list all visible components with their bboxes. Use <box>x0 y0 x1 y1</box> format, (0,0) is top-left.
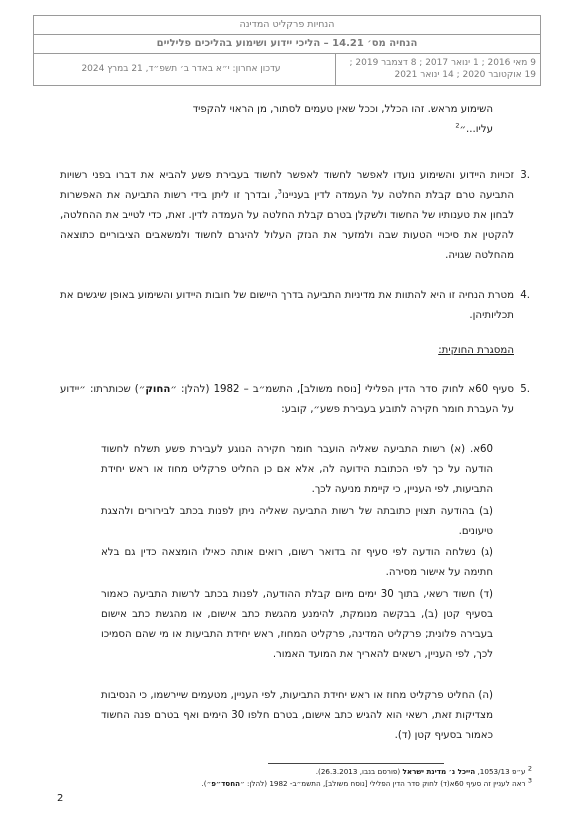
quote-tail <box>101 100 493 140</box>
statute-subsection-c: (ג) נשלחה הודעה לפי סעיף זה בדואר רשום, רואים אותה כאילו הומצאה כדין גם בלא חתימה על אישור מסירה. <box>101 547 493 578</box>
header-dates <box>340 57 536 81</box>
paragraph-3 <box>60 166 514 266</box>
header-divider <box>335 54 336 85</box>
paragraph-5-text-a: סעיף 60א לחוק סדר הדין הפלילי [נוסח משולב], התשמ״ב – 1982 (להלן: ״ <box>170 384 514 395</box>
paragraph-3-text-b: , ובדרך זו ליתן בידי רשות התביעה את האפשרות לבחון את טענותיו של החשוד ולשקלן בטרם קבלת החלטה על העמדה לדין. זאת, כדי לטייב את ההחלטה, להקטין את סיכויי הטעות שבה ולמזער את הנזק העלול להיגרם לחשוד ולמשאבים הציבוריים כתוצאה מהחלטה שגויה. <box>60 190 514 261</box>
document-header <box>33 15 541 86</box>
paragraph-5-defined-term: החוק <box>145 384 171 395</box>
statute-subsection-a: 60א. (א) רשות התביעה שאליה הועבר חומר חקירה הנוגע לעבירת פשע תשלח לחשוד הודעה על כך לפי הכתובת הידועה לה, אלא אם כן החליט פרקליט מחוז או ראש יחידת התביעות, לפי העניין, כי קיימת מניעה לכך. <box>101 444 493 495</box>
paragraph-3-number: .3 <box>520 170 530 181</box>
footnote-ref-3[interactable]: 3 <box>277 187 282 196</box>
quote-tail-line1: השימוע מראש. זהו הכלל, וככל שאין טעמים לסתור, מן הראוי להקפיד <box>192 104 493 115</box>
header-meta-row <box>34 54 540 85</box>
header-org: הנחיות פרקליט המדינה <box>34 16 540 35</box>
paragraph-4-number: .4 <box>520 290 530 301</box>
header-directive-title: הנחיה מס׳ 14.21 – הליכי יידוע ושימוע בהליכים פליליים <box>34 35 540 54</box>
paragraph-5-number: .5 <box>520 384 530 395</box>
footnote-2-text-a: ע״פ 1053/13, <box>475 767 528 776</box>
footnote-3-text-b: ״). <box>201 779 212 788</box>
footnote-3-text-a: ראה לעניין זה סעיף 60א(ד) לחוק סדר הדין הפלילי [נוסח משולב], התשמ״ב- 1982 (להלן: ״ <box>240 779 528 788</box>
statute-subsection-e: (ה) החליט פרקליט מחוז או ראש יחידת התביעות, לפי העניין, מטעמים שיירשמו, כי הנסיבות מצדיקות זאת, רשאי הוא להגיש כתב אישום, בטרם חלפו 30 הימים ואף בטרם פנה החשוד כאמור בסעיף קטן (ד). <box>101 690 494 741</box>
footnote-2 <box>52 766 532 777</box>
footnote-ref-2[interactable]: 2 <box>455 121 460 130</box>
paragraph-5-text-b: ״) שכותרתו: ״יידוע על העברת חומר חקירה לתובע בעבירת פשע״, קובע: <box>60 384 514 415</box>
footnote-separator <box>268 763 444 764</box>
paragraph-5 <box>60 380 514 420</box>
footnote-3-defined-term: החסד״פ <box>211 779 241 788</box>
paragraph-4: מטרת הנחיה זו היא להתוות את מדיניות התביעה בדרך היישום של חובות היידוע והשימוע באופן שיגשים את תכליותיהן. <box>60 290 514 321</box>
header-dates-line1: 9 מאי 2016 ; 1 ינואר 2017 ; 8 דצמבר 2019 ; <box>349 58 536 68</box>
header-last-update: עדכון אחרון: י״א באדר ב׳ תשפ״ד, 21 במרץ 2024 <box>81 64 281 74</box>
footnote-3-mark: 3 <box>527 776 532 785</box>
footnote-2-case-name: הייכל נ׳ מדינת ישראל <box>402 767 476 776</box>
page-number: 2 <box>57 793 64 804</box>
section-heading-legal-framework: המסגרת החוקית: <box>438 345 514 356</box>
quote-tail-line2: עליו...״ <box>459 124 493 135</box>
paragraph-3-text-a: זכויות היידוע והשימוע נועדו לאפשר לחשוד לאפשר לחשוד בעבירת פשע להביא את דברו בפני רשויות התביעה טרם קבלת החלטה על העמדה לדין בעניינו <box>60 170 514 201</box>
footnote-2-mark: 2 <box>527 764 532 773</box>
statute-subsection-b: (ב) בהודעה תצוין כתובתה של רשות התביעה שאליה ניתן לפנות בכתב לבירורים ולהצגת טיעונים. <box>101 506 493 537</box>
footnote-3 <box>52 778 532 789</box>
footnote-2-text-b: (פורסם בנבו, 26.3.2013). <box>315 767 403 776</box>
statute-subsection-d: (ד) חשוד רשאי, בתוך 30 ימים מיום קבלת ההודעה, לפנות בכתב לרשות התביעה כאמור בסעיף קטן (ב), בבקשה מנומקת, להימנע מהגשת כתב אישום, או מהגשת כתב אישום בעבירה פלונית; פרקליט המדינה, פרקליט המחוז, ראש יחידת התביעות או מי שהם הסמיכו לכך, לפי העניין, רשאים להאריך את המועד האמור. <box>101 589 493 660</box>
header-dates-line2: 19 אוקטובר 2020 ; 14 ינואר 2021 <box>394 70 536 80</box>
